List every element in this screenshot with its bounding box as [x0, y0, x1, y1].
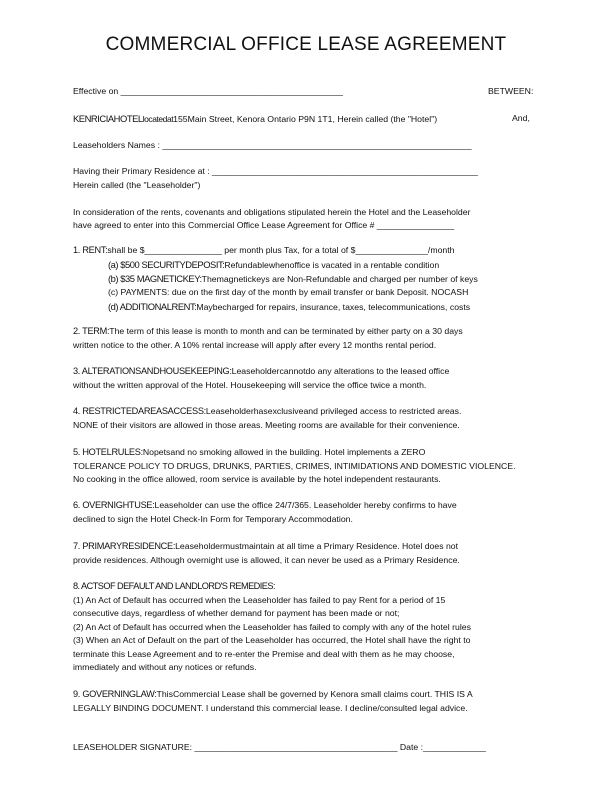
and-label: And, [512, 113, 530, 123]
security-deposit-text: Refundablewhenoffice is vacated in a rentable condition [224, 260, 440, 270]
term-heading: 2. TERM: [73, 326, 110, 336]
governing-law-heading: 9. GOVERNINGLAW: [73, 689, 157, 699]
governing-law-line-1 [73, 689, 473, 700]
hotel-rules-line-1 [73, 447, 425, 458]
term-text-1: The term of this lease is month to month and can be terminated by either party on a 30 days [109, 326, 463, 336]
term-text-2: written notice to the other. A 10% rental increase will apply after every 12 months rental period. [73, 340, 437, 350]
signature-line: LEASEHOLDER SIGNATURE: __________________________________________ Date :_____________ [73, 742, 486, 752]
primary-residence-text-2: provide residences. Although overnight use is allowed, it can never be used as a Primary Residence. [73, 555, 460, 565]
payments-line: (c) PAYMENTS: due on the first day of the month by email transfer or bank Deposit. NOCASH [108, 287, 469, 297]
magnetic-key-heading: (b) $35 MAGNETICKEY: [108, 273, 202, 284]
additional-rent-heading: (d) ADDITIONALRENT: [108, 301, 197, 312]
between-label: BETWEEN: [488, 86, 534, 96]
hotel-rules-text-1: Nopetsand no smoking allowed in the building. Hotel implements a ZERO [142, 447, 426, 457]
document-title: COMMERCIAL OFFICE LEASE AGREEMENT [105, 34, 507, 55]
security-deposit-heading: (a) $500 SECURITYDEPOSIT: [108, 259, 225, 270]
default-clause-line-2: consecutive days, regardless of whether demand for payment has been made or not; [73, 608, 400, 618]
security-deposit-line [108, 259, 439, 271]
acts-of-default-heading-text: 8. ACTSOF DEFAULT AND LANDLORD'S REMEDIES: [73, 581, 275, 591]
rent-heading: 1. RENT: [73, 245, 108, 255]
primary-residence-clause-line-1 [73, 541, 458, 552]
term-line-1 [73, 326, 463, 337]
hotel-line [73, 113, 437, 125]
default-clause-line-6: immediately and without any notices or refunds. [73, 662, 257, 672]
default-clause-line-1: (1) An Act of Default has occurred when the Leaseholder has failed to pay Rent for a period of 15 [73, 595, 446, 605]
alterations-heading: 3. ALTERATIONSANDHOUSEKEEPING: [73, 366, 232, 376]
hotel-name: KENRICIAHOTEL [73, 113, 143, 124]
alterations-text-2: without the written approval of the Hotel. Housekeeping will service the office twice a month. [73, 380, 427, 390]
governing-law-text-2: LEGALLY BINDING DOCUMENT. I understand this commercial lease. I decline/consulted legal advice. [73, 703, 468, 713]
alterations-line-1 [73, 366, 449, 377]
alterations-text-1: Leaseholdercannotdo any alterations to the leased office [231, 366, 450, 376]
magnetic-key-line [108, 273, 478, 285]
overnight-use-line-1 [73, 500, 457, 511]
default-clause-line-3: (2) An Act of Default has occurred when the Leaseholder has failed to comply with any of the hotel rules [73, 622, 471, 632]
hotel-rules-text-3: No cooking in the office allowed, room service is available by the hotel independent restaurants. [73, 474, 441, 484]
overnight-use-text-1: Leaseholder can use the office 24/7/365. Leaseholder hereby confirms to have [154, 500, 457, 510]
hotel-located-label: locatedat [142, 114, 174, 124]
herein-leaseholder-text: Herein called (the "Leaseholder") [73, 180, 201, 190]
restricted-areas-text-2: NONE of their visitors are allowed in those areas. Meeting rooms are available for their convenience. [73, 420, 460, 430]
rent-line [73, 245, 455, 256]
additional-rent-text: Maybecharged for repairs, insurance, taxes, telecommunications, costs [196, 302, 471, 312]
overnight-use-text-2: declined to sign the Hotel Check-In Form for Temporary Accommodation. [73, 514, 353, 524]
rent-text: shall be $________________ per month plus Tax, for a total of $_______________/month [107, 245, 455, 255]
leaseholders-names-line: Leaseholders Names : ________________________________________________________________ [73, 140, 472, 150]
primary-residence-text-1: Leaseholdermustmaintain at all time a Primary Residence. Hotel does not [175, 541, 459, 551]
consideration-text-2: have agreed to enter into this Commercial Office Lease Agreement for Office # ________________ [73, 220, 455, 230]
restricted-areas-heading: 4. RESTRICTEDAREASACCESS: [73, 406, 206, 416]
overnight-use-heading: 6. OVERNIGHTUSE: [73, 500, 155, 510]
primary-residence-line: Having their Primary Residence at : _______________________________________________________ [73, 166, 478, 176]
magnetic-key-text: Themagnetickeys are Non-Refundable and charged per number of keys [201, 274, 478, 284]
governing-law-text-1: ThisCommercial Lease shall be governed by Kenora small claims court. THIS IS A [156, 689, 473, 699]
restricted-areas-line-1 [73, 406, 461, 417]
default-clause-line-5: terminate this Lease Agreement and to re-enter the Premise and deal with them as he may choose, [73, 649, 455, 659]
effective-date-line: Effective on ______________________________________________ [73, 86, 343, 96]
additional-rent-line [108, 301, 470, 313]
default-clause-line-4: (3) When an Act of Default on the part of the Leaseholder has occurred, the Hotel shall have the right to [73, 635, 471, 645]
primary-residence-heading: 7. PRIMARYRESIDENCE: [73, 541, 176, 551]
restricted-areas-text-1: Leaseholderhasexclusiveand privileged access to restricted areas. [205, 406, 462, 416]
consideration-text-1: In consideration of the rents, covenants and obligations stipulated herein the Hotel and the Leaseholder [73, 207, 471, 217]
hotel-rules-heading: 5. HOTELRULES: [73, 447, 143, 457]
hotel-address: 155Main Street, Kenora Ontario P9N 1T1, Herein called (the "Hotel") [173, 114, 438, 124]
acts-of-default-heading [73, 581, 275, 592]
hotel-rules-text-2: TOLERANCE POLICY TO DRUGS, DRUNKS, PARTIES, CRIMES, INTIMIDATIONS AND DOMESTIC VIOLENCE. [73, 461, 516, 471]
